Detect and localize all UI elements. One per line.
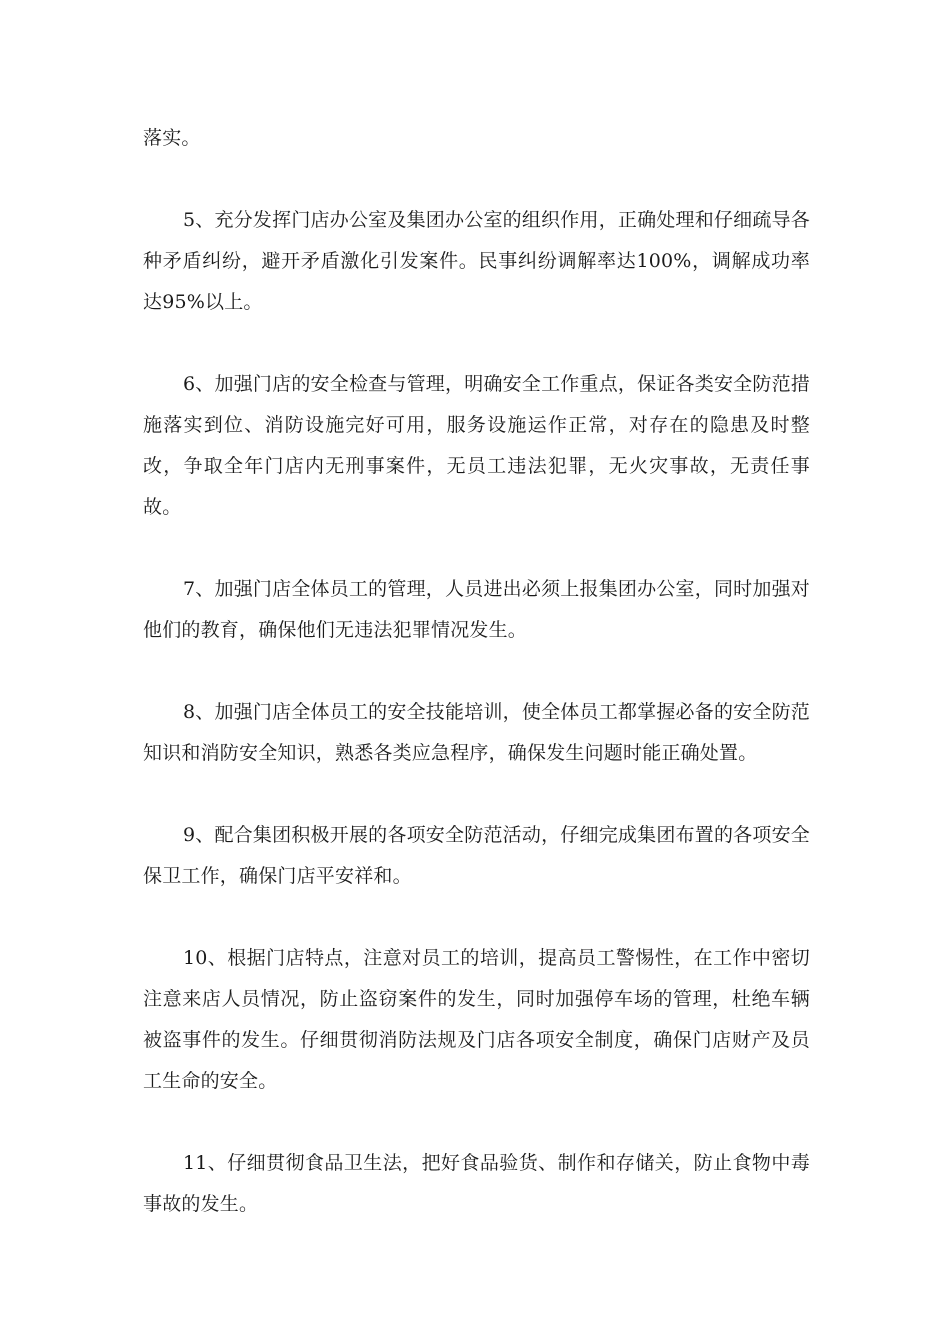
paragraph-item-6: 6、加强门店的安全检查与管理，明确安全工作重点，保证各类安全防范措施落实到位、消防设施完好可用，服务设施运作正常，对存在的隐患及时整改，争取全年门店内无刑事案件，无员工违法犯罪，无火灾事故，无责任事故。 [143,373,810,518]
paragraph-item-11: 11、仔细贯彻食品卫生法，把好食品验货、制作和存储关，防止食物中毒事故的发生。 [143,1152,810,1215]
paragraph-item-8: 8、加强门店全体员工的安全技能培训，使全体员工都掌握必备的安全防范知识和消防安全知识，熟悉各类应急程序，确保发生问题时能正确处置。 [143,701,810,764]
paragraph-item-9: 9、配合集团积极开展的各项安全防范活动，仔细完成集团布置的各项安全保卫工作，确保门店平安祥和。 [143,824,810,887]
paragraph-item-5: 5、充分发挥门店办公室及集团办公室的组织作用，正确处理和仔细疏导各种矛盾纠纷，避开矛盾激化引发案件。民事纠纷调解率达100%，调解成功率达95%以上。 [143,209,810,313]
paragraph-continuation: 落实。 [143,127,201,149]
paragraph-item-10: 10、根据门店特点，注意对员工的培训，提高员工警惕性，在工作中密切注意来店人员情况，防止盗窃案件的发生，同时加强停车场的管理，杜绝车辆被盗事件的发生。仔细贯彻消防法规及门店各项安全制度，确保门店财产及员工生命的安全。 [143,947,810,1092]
paragraph-item-7: 7、加强门店全体员工的管理，人员进出必须上报集团办公室，同时加强对他们的教育，确保他们无违法犯罪情况发生。 [143,578,810,641]
